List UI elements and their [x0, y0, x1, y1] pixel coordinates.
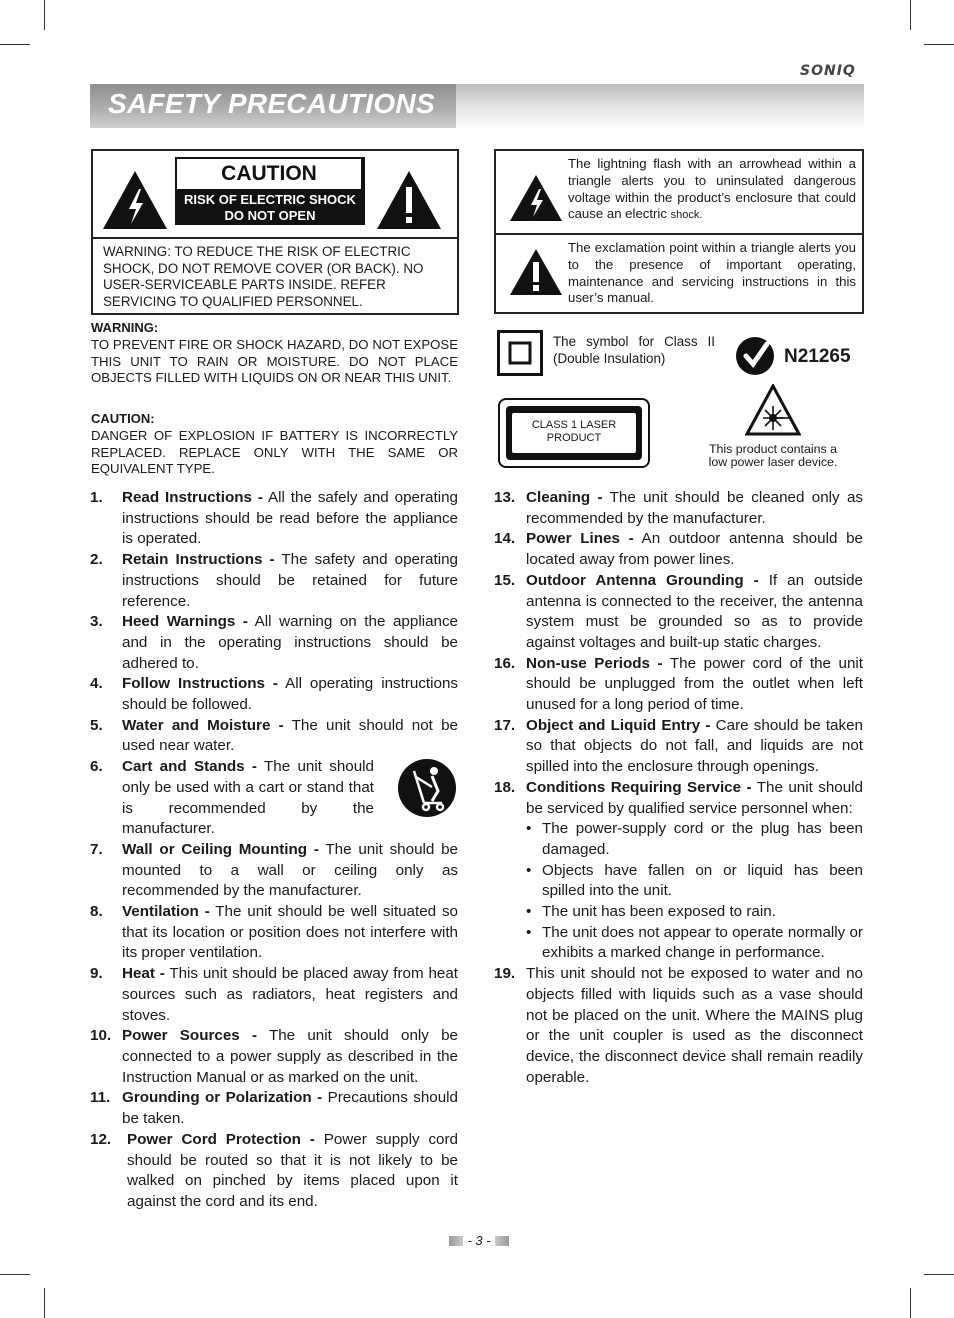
list-item: 14. Power Lines - An outdoor antenna should be located away from power lines.	[494, 530, 863, 569]
list-item: 1. Read Instructions - All the safely and operating instructions should be read before the appliance is operated.	[90, 489, 458, 548]
caution-text: DANGER OF EXPLOSION IF BATTERY IS INCORRECTLY REPLACED. REPLACE ONLY WITH THE SAME OR EQUIVALENT TYPE.	[91, 428, 458, 476]
exclamation-warning-icon	[375, 169, 443, 231]
list-item: 15. Outdoor Antenna Grounding - If an outside antenna is connected to the receiver, the antenna system must be grounded so as to provide against voltages and built-up static charges.	[494, 571, 863, 651]
crop-mark	[44, 1288, 45, 1318]
crop-mark	[0, 1274, 30, 1275]
caution-subline-2: DO NOT OPEN	[224, 208, 316, 223]
caution-heading: CAUTION	[177, 159, 361, 189]
list-item: 18. Conditions Requiring Service - The unit should be serviced by qualified service personnel when: • The power-supply cord or the plug has been damaged. • Objects have fallen on or liquid has been spilled into the unit. • The unit has been exposed to rain. • The unit does not appear to operate normally or exhibits a marked change in performance.	[494, 778, 863, 964]
laser-hazard-icon	[745, 384, 801, 436]
list-item: 6. Cart and Stands - The unit should only be used with a cart or stand that is recommended by the manufacturer.	[90, 757, 458, 840]
laser-label-line-2: PRODUCT	[546, 432, 602, 444]
exclamation-symbol-icon	[508, 247, 564, 297]
page-number: - 3 -	[463, 1233, 495, 1248]
list-item: 8. Ventilation - The unit should be well situated so that its location or position does not interfere with its proper ventilation.	[90, 903, 458, 962]
crop-mark	[910, 1288, 911, 1318]
laser-class-label	[498, 398, 650, 468]
class-ii-text: The symbol for Class II (Double Insulation)	[553, 334, 715, 366]
page-title: SAFETY PRECAUTIONS	[108, 88, 435, 119]
laser-text-line-1: This product contains a	[708, 442, 838, 456]
crop-mark	[910, 0, 911, 30]
service-condition-item: • Objects have fallen on or liquid has been spilled into the unit.	[526, 861, 863, 902]
lightning-symbol-text: The lightning flash with an arrowhead within a triangle alerts you to uninsulated dangerous voltage within the product’s enclosure that could cause an electric shock.	[568, 156, 856, 222]
laser-text-line-2: low power laser device.	[708, 455, 838, 469]
symbol-explanation-box	[494, 149, 864, 314]
crop-mark	[924, 44, 954, 45]
list-item: 13. Cleaning - The unit should be cleaned only as recommended by the manufacturer.	[494, 489, 863, 527]
class-ii-double-insulation-icon	[497, 330, 543, 376]
service-conditions-list	[526, 819, 863, 964]
list-item: 17. Object and Liquid Entry - Care should be taken so that objects do not fall, and liquids are not spilled into the enclosure through openings.	[494, 716, 863, 776]
list-item: 12. Power Cord Protection - Power supply cord should be routed so that it is not likely to be walked on pinched by items placed upon it against the cord and its end.	[90, 1130, 459, 1210]
caution-box-divider	[93, 237, 457, 239]
caution-box-warning-text: WARNING: TO REDUCE THE RISK OF ELECTRIC SHOCK, DO NOT REMOVE COVER (OR BACK). NO USER-SERVICEABLE PARTS INSIDE. REFER SERVICING TO QUALIFIED PERSONNEL.	[103, 244, 424, 309]
c-tick-icon	[735, 336, 777, 376]
caution-label-box	[175, 157, 365, 225]
page-number-band	[449, 1234, 509, 1248]
service-condition-item: • The unit has been exposed to rain.	[526, 902, 863, 923]
list-item: 9. Heat - This unit should be placed away from heat sources such as radiators, heat registers and stoves.	[90, 965, 458, 1024]
crop-mark	[44, 0, 45, 30]
list-item: 3. Heed Warnings - All warning on the appliance and in the operating instructions should be adhered to.	[90, 613, 459, 672]
exclamation-symbol-text: The exclamation point within a triangle alerts you to the presence of important operating, maintenance and servicing instructions in this user’s manual.	[568, 240, 856, 306]
warning-text: TO PREVENT FIRE OR SHOCK HAZARD, DO NOT EXPOSE THIS UNIT TO RAIN OR MOISTURE. DO NOT PLACE OBJECTS FILLED WITH LIQUIDS ON OR NEAR THIS UNIT.	[91, 337, 458, 385]
crop-mark	[0, 44, 30, 45]
list-item: 11. Grounding or Polarization - Precautions should be taken.	[90, 1089, 458, 1128]
lightning-symbol-icon	[508, 173, 564, 223]
lightning-warning-icon	[101, 169, 169, 231]
right-instruction-list	[494, 488, 863, 1088]
list-item: 2. Retain Instructions - The safety and operating instructions should be retained for future reference.	[90, 551, 458, 610]
list-item: 5. Water and Moisture - The unit should not be used near water.	[90, 716, 458, 755]
symbol-box-divider	[496, 233, 862, 235]
list-item: 4. Follow Instructions - All operating instructions should be followed.	[90, 675, 459, 714]
warning-label: WARNING:	[91, 320, 159, 335]
caution-label: CAUTION:	[91, 411, 155, 426]
brand-logo: SONIQ	[800, 63, 856, 79]
service-condition-item: • The power-supply cord or the plug has been damaged.	[526, 819, 863, 860]
service-condition-item: • The unit does not appear to operate normally or exhibits a marked change in performance.	[526, 923, 863, 964]
list-item: 16. Non-use Periods - The power cord of the unit should be unplugged from the outlet when left unused for a long period of time.	[494, 654, 863, 714]
crop-mark	[924, 1274, 954, 1275]
c-tick-code: N21265	[784, 346, 851, 367]
caution-subline-1: RISK OF ELECTRIC SHOCK	[184, 192, 356, 207]
list-item: 7. Wall or Ceiling Mounting - The unit should be mounted to a wall or ceiling only as recommended by the manufacturer.	[90, 840, 458, 900]
laser-label-line-1: CLASS 1 LASER	[531, 419, 617, 431]
left-instruction-list	[90, 488, 458, 1213]
caution-box	[91, 149, 459, 315]
list-item: 10. Power Sources - The unit should only be connected to a power supply as described in the Instruction Manual or as marked on the unit.	[90, 1027, 458, 1086]
cart-warning-icon	[396, 757, 458, 819]
list-item: 19. This unit should not be exposed to water and no objects filled with liquids such as a vase should not be placed on the unit. Where the MAINS plug or the unit coupler is used as the disconnect device, the disconnect device shall remain readily operable.	[494, 965, 863, 1086]
